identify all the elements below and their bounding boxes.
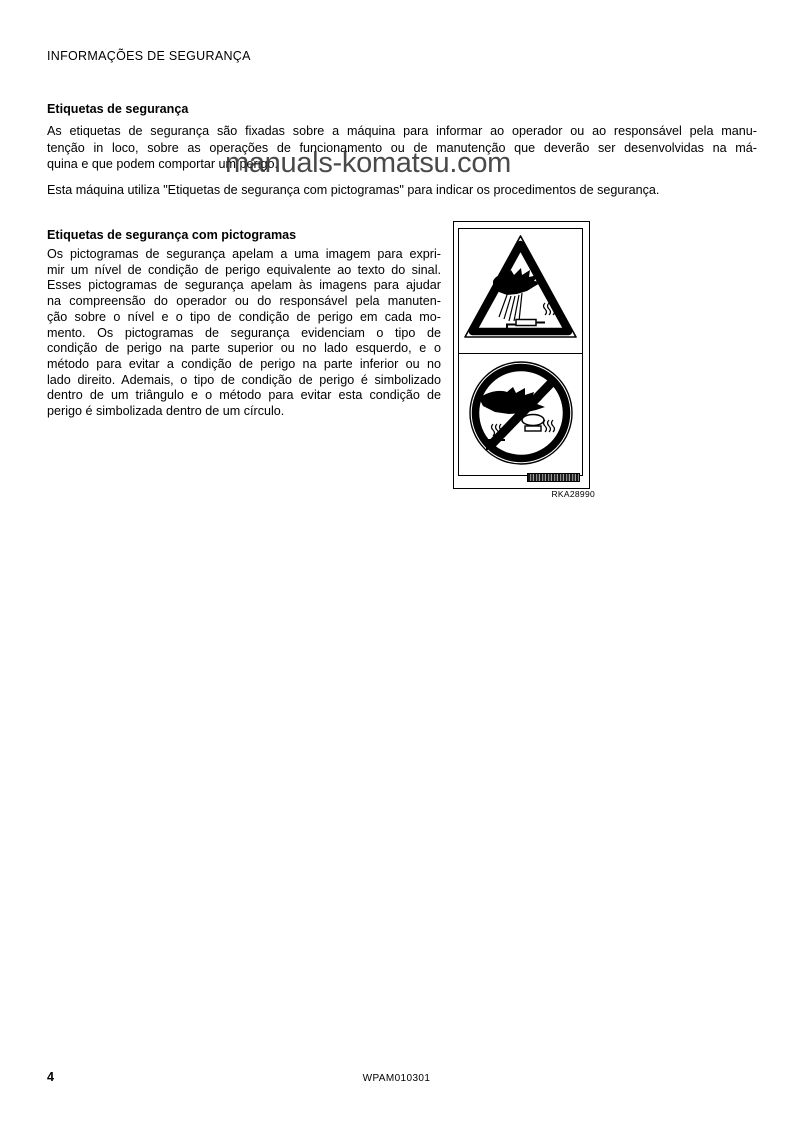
page-header-title: INFORMAÇÕES DE SEGURANÇA [47, 49, 251, 63]
text-line: na compreensão do operador ou do responsável pela manuten- [47, 294, 441, 309]
text-line: perigo é simbolizada dentro de um círculo. [47, 404, 285, 419]
figure-caption: RKA28990 [551, 489, 595, 499]
part-number-microtext [527, 473, 580, 482]
footer-doc-code: WPAM010301 [362, 1073, 431, 1084]
paragraph-safety-labels [47, 123, 757, 173]
text-line: quina e que podem comportar um perigo. [47, 157, 279, 171]
paragraph-machine-uses-pictograms: Esta máquina utiliza "Etiquetas de segurança com pictogramas" para indicar os procedimentos de segurança. [47, 183, 660, 197]
section-heading-pictogram-labels: Etiquetas de segurança com pictogramas [47, 228, 297, 242]
text-line: Esses pictogramas de segurança apelam às imagens para ajudar [47, 278, 441, 293]
text-line: As etiquetas de segurança são fixadas sobre a máquina para informar ao operador ou ao responsável pela manu- [47, 124, 757, 138]
text-line: tenção in loco, sobre as operações de funcionamento ou de manutenção que deverão ser desenvolvidas na má- [47, 140, 757, 155]
site-watermark: manuals-komatsu.com [225, 147, 512, 179]
paragraph-pictogram-description [47, 247, 441, 420]
text-line: método para evitar a condição de perigo na parte inferior ou no [47, 356, 441, 371]
section-heading-safety-labels: Etiquetas de segurança [47, 102, 189, 116]
text-line: dentro de um triângulo e o método para evitar esta condição de [47, 388, 441, 403]
text-line: condição de perigo na parte superior ou no lado esquerdo, e o [47, 341, 441, 356]
footer-page-number: 4 [47, 1070, 55, 1084]
text-line: mento. Os pictogramas de segurança evidenciam o tipo de [47, 325, 441, 340]
text-line: Os pictogramas de segurança apelam a uma imagem para expri- [47, 247, 441, 261]
do-not-touch-prohibition-circle-icon [459, 354, 582, 475]
hot-surface-warning-triangle-icon [459, 229, 582, 353]
text-line: mir um nível de condição de perigo equivalente ao texto do sinal. [47, 262, 441, 277]
warning-triangle-panel [458, 228, 583, 354]
text-line: ção sobre o nível e o tipo de condição de perigo em cada mo- [47, 309, 441, 324]
text-line: lado direito. Ademais, o tipo de condição de perigo é simbolizado [47, 372, 441, 387]
prohibition-circle-panel [458, 353, 583, 476]
pictogram-label-figure [453, 221, 590, 489]
